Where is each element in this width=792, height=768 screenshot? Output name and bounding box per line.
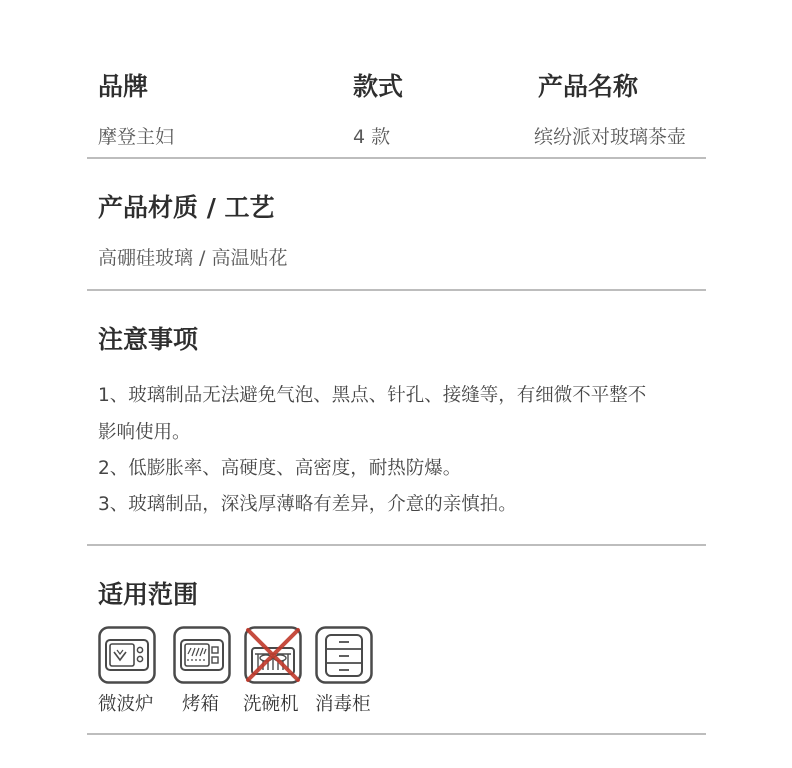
note-line-1-continued: 影响使用。 (98, 422, 191, 443)
notes-title: 注意事项 (98, 325, 199, 354)
note-line-2: 2、低膨胀率、高硬度、高密度，耐热防爆。 (98, 458, 462, 479)
usage-label-dishwasher: 洗碗机 (243, 694, 299, 715)
usage-title: 适用范围 (98, 580, 199, 609)
oven-icon (173, 626, 231, 684)
divider (87, 289, 706, 291)
divider (87, 157, 706, 159)
product-name-value: 缤纷派对玻璃茶壶 (534, 126, 687, 148)
material-label: 产品材质 / 工艺 (98, 193, 275, 222)
dishwasher-icon (244, 626, 302, 684)
product-name-label: 产品名称 (538, 72, 639, 101)
divider (87, 544, 706, 546)
brand-label: 品牌 (98, 72, 149, 101)
divider (87, 733, 706, 735)
style-value: 4 款 (353, 126, 391, 148)
sterilizer-cabinet-icon (315, 626, 373, 684)
style-label: 款式 (353, 72, 404, 101)
usage-label-oven: 烤箱 (182, 694, 220, 715)
brand-value: 摩登主妇 (98, 126, 175, 148)
usage-label-sterilizer: 消毒柜 (315, 694, 371, 715)
material-value: 高硼硅玻璃 / 高温贴花 (98, 247, 288, 269)
usage-label-microwave: 微波炉 (98, 694, 154, 715)
note-line-3: 3、玻璃制品，深浅厚薄略有差异，介意的亲慎拍。 (98, 494, 517, 515)
microwave-icon (98, 626, 156, 684)
note-line-1: 1、玻璃制品无法避免气泡、黑点、针孔、接缝等，有细微不平整不 (98, 385, 647, 406)
